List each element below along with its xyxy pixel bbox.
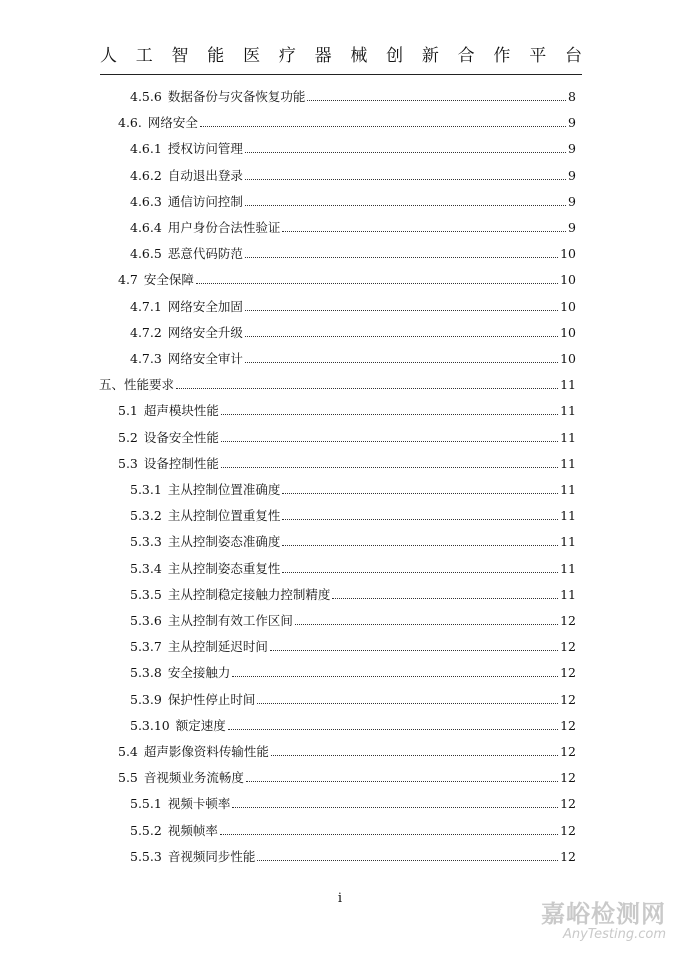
dot-leader <box>257 703 558 704</box>
toc-entry-number: 4.6.2 <box>130 167 162 183</box>
watermark-logo <box>541 900 666 942</box>
toc-entry[interactable] <box>130 292 576 314</box>
toc-entry[interactable] <box>130 527 576 549</box>
dot-leader <box>245 310 558 311</box>
header-char: 工 <box>135 46 153 66</box>
dot-leader <box>221 441 558 442</box>
toc-entry-title: 主从控制姿态重复性 <box>167 560 281 576</box>
toc-entry-page: 12 <box>560 848 576 864</box>
toc-entry[interactable] <box>118 396 576 418</box>
toc-entry-title: 视频帧率 <box>167 822 218 838</box>
header-rule <box>100 74 582 75</box>
dot-leader <box>221 414 558 415</box>
toc-entry-number: 5.5.1 <box>130 796 162 812</box>
toc-entry-number: 4.7.1 <box>130 298 162 314</box>
toc-entry-title: 自动退出登录 <box>167 167 243 183</box>
toc-entry-number: 4.5.6 <box>130 89 162 104</box>
dot-leader <box>307 100 566 101</box>
toc-entry-title: 网络安全 <box>147 115 198 131</box>
toc-entry[interactable] <box>130 606 576 628</box>
toc-entry[interactable] <box>130 842 576 864</box>
watermark-en: AnyTesting.com <box>562 927 666 942</box>
toc-entry-title: 视频卡顿率 <box>167 796 231 812</box>
toc-entry-page: 12 <box>560 691 576 707</box>
toc-entry-page: 10 <box>560 272 576 288</box>
toc-entry-number: 5.4 <box>118 744 138 759</box>
toc-entry-number: 5.3.9 <box>130 691 162 707</box>
toc-entry-title: 数据备份与灾备恢复功能 <box>167 89 306 104</box>
toc-entry-title: 设备控制性能 <box>143 455 219 471</box>
toc-entry-title: 恶意代码防范 <box>167 246 243 262</box>
toc-entry[interactable] <box>130 554 576 576</box>
watermark-cn: 嘉峪检测网 <box>541 900 666 928</box>
dot-leader <box>282 572 558 573</box>
toc-entry[interactable] <box>130 816 576 838</box>
toc-entry-title: 音视频同步性能 <box>167 848 256 864</box>
toc-entry-page: 9 <box>568 141 576 157</box>
toc-entry[interactable] <box>130 344 576 366</box>
toc-entry-page: 9 <box>568 115 576 131</box>
page-number: i <box>337 891 343 906</box>
toc-entry-number: 5.3.1 <box>130 482 162 497</box>
toc-entry-page: 9 <box>568 167 576 183</box>
toc-entry-title: 额定速度 <box>175 717 226 733</box>
toc-entry-page: 11 <box>560 586 576 602</box>
header-char: 合 <box>457 46 475 66</box>
toc-entry-page: 11 <box>560 482 576 497</box>
toc-entry-number: 5.3.7 <box>130 639 162 655</box>
dot-leader <box>245 179 566 180</box>
toc-entry-page: 9 <box>568 220 576 235</box>
toc-entry-number: 5.3.5 <box>130 586 162 602</box>
toc-entry[interactable] <box>118 737 576 759</box>
running-header <box>100 46 582 66</box>
dot-leader <box>196 283 558 284</box>
dot-leader <box>282 493 558 494</box>
header-char: 器 <box>314 46 332 66</box>
toc-entry-page: 11 <box>560 429 576 445</box>
header-char: 能 <box>207 46 225 66</box>
toc-entry-title: 主从控制延迟时间 <box>167 639 268 655</box>
toc-entry[interactable] <box>130 318 576 340</box>
toc-entry-number: 4.6.5 <box>130 246 162 262</box>
toc-entry[interactable] <box>118 265 576 287</box>
toc-entry-page: 11 <box>560 403 576 419</box>
toc-entry-title: 主从控制姿态准确度 <box>167 534 281 550</box>
toc-entry[interactable] <box>118 763 576 785</box>
toc-entry[interactable] <box>130 501 576 523</box>
toc-entry[interactable] <box>130 711 576 733</box>
toc-entry[interactable] <box>130 239 576 261</box>
toc-entry-number: 4.7.2 <box>130 324 162 340</box>
toc-entry[interactable] <box>130 161 576 183</box>
dot-leader <box>246 781 558 782</box>
toc-entry-page: 8 <box>568 89 576 104</box>
toc-entry-page: 12 <box>560 717 576 733</box>
toc-entry[interactable] <box>130 658 576 680</box>
toc-entry-number: 5.2 <box>118 429 138 445</box>
toc-entry-number: 5.5 <box>118 770 138 786</box>
toc-entry-page: 12 <box>560 639 576 655</box>
toc-entry[interactable] <box>130 134 576 156</box>
toc-entry-title: 用户身份合法性验证 <box>167 220 281 235</box>
toc-entry-title: 网络安全升级 <box>167 324 243 340</box>
toc-entry-page: 10 <box>560 351 576 366</box>
toc-entry[interactable] <box>130 580 576 602</box>
toc-entry[interactable] <box>99 370 576 392</box>
toc-entry-title: 超声模块性能 <box>143 403 219 419</box>
toc-entry-title: 网络安全审计 <box>167 351 243 366</box>
dot-leader <box>232 676 558 677</box>
header-char: 作 <box>493 46 511 66</box>
toc-entry[interactable] <box>130 213 576 235</box>
toc-entry-number: 4.7.3 <box>130 351 162 366</box>
toc-entry[interactable] <box>118 108 576 130</box>
dot-leader <box>295 624 558 625</box>
dot-leader <box>200 126 566 127</box>
toc-entry[interactable] <box>130 475 576 497</box>
toc-entry[interactable] <box>130 685 576 707</box>
toc-entry-title: 主从控制有效工作区间 <box>167 613 293 628</box>
toc-entry-title: 超声影像资料传输性能 <box>143 744 269 759</box>
dot-leader <box>245 336 558 337</box>
toc-entry-number: 5.3.10 <box>130 717 170 733</box>
toc-entry-page: 12 <box>560 822 576 838</box>
header-char: 新 <box>421 46 439 66</box>
dot-leader <box>220 834 558 835</box>
toc-entry[interactable] <box>130 632 576 654</box>
dot-leader <box>245 152 566 153</box>
toc-entry-number: 5.3 <box>118 455 138 471</box>
toc-entry-title: 网络安全加固 <box>167 298 243 314</box>
toc-entry-page: 10 <box>560 246 576 262</box>
toc-entry-title: 主从控制稳定接触力控制精度 <box>167 586 331 602</box>
dot-leader <box>282 545 558 546</box>
toc-entry-title: 主从控制位置重复性 <box>167 508 281 524</box>
dot-leader <box>221 467 558 468</box>
toc-entry-page: 12 <box>560 744 576 759</box>
header-char: 平 <box>529 46 547 66</box>
toc-entry-title: 安全接触力 <box>167 665 231 681</box>
toc-entry[interactable] <box>130 82 576 104</box>
toc-entry-title: 授权访问管理 <box>167 141 243 157</box>
toc-entry-number: 5.5.3 <box>130 848 162 864</box>
toc-entry-number: 5.3.8 <box>130 665 162 681</box>
toc-entry-number: 4.6.3 <box>130 193 162 209</box>
header-char: 智 <box>171 46 189 66</box>
toc-entry-number: 5.3.6 <box>130 613 162 628</box>
dot-leader <box>270 650 558 651</box>
toc-entry-page: 10 <box>560 298 576 314</box>
dot-leader <box>232 807 558 808</box>
dot-leader <box>176 388 558 389</box>
toc-entry-number: 5.5.2 <box>130 822 162 838</box>
header-char: 人 <box>100 46 117 66</box>
toc-entry-number: 5.3.4 <box>130 560 162 576</box>
toc-entry-title: 安全保障 <box>143 272 194 288</box>
toc-entry-page: 11 <box>560 508 576 524</box>
header-char: 械 <box>350 46 368 66</box>
toc-entry-title: 性能要求 <box>124 377 175 393</box>
toc-entry-number: 5.3.2 <box>130 508 162 524</box>
toc-entry-page: 11 <box>560 534 576 550</box>
toc-entry-number: 4.6.1 <box>130 141 162 157</box>
dot-leader <box>245 257 558 258</box>
toc-entry-page: 9 <box>568 193 576 209</box>
header-char: 医 <box>243 46 261 66</box>
toc-entry-page: 10 <box>560 324 576 340</box>
dot-leader <box>332 598 558 599</box>
toc-entry-title: 主从控制位置准确度 <box>167 482 281 497</box>
dot-leader <box>228 729 558 730</box>
dot-leader <box>282 519 558 520</box>
toc-entry-page: 12 <box>560 770 576 786</box>
toc-entry-page: 11 <box>560 377 576 393</box>
toc-entry-page: 11 <box>560 560 576 576</box>
toc-entry-page: 12 <box>560 665 576 681</box>
toc-entry-number: 5.1 <box>118 403 138 419</box>
toc-entry-title: 音视频业务流畅度 <box>143 770 244 786</box>
dot-leader <box>282 231 566 232</box>
toc-entry-page: 11 <box>560 455 576 471</box>
toc-entry-title: 设备安全性能 <box>143 429 219 445</box>
dot-leader <box>271 755 558 756</box>
toc-entry-title: 保护性停止时间 <box>167 691 256 707</box>
toc-entry-number: 4.7 <box>118 272 138 288</box>
toc-entry-number: 5.3.3 <box>130 534 162 550</box>
toc-entry-number: 五、 <box>99 377 125 393</box>
toc-entry[interactable] <box>130 789 576 811</box>
toc-entry-number: 4.6.4 <box>130 220 162 235</box>
header-char: 疗 <box>278 46 296 66</box>
dot-leader <box>257 860 558 861</box>
dot-leader <box>245 362 558 363</box>
dot-leader <box>245 205 566 206</box>
toc-entry[interactable] <box>130 187 576 209</box>
header-char: 创 <box>386 46 404 66</box>
toc-entry[interactable] <box>118 423 576 445</box>
header-char: 台 <box>564 46 582 66</box>
toc-entry-title: 通信访问控制 <box>167 193 243 209</box>
toc-entry-page: 12 <box>560 796 576 812</box>
toc-entry-number: 4.6. <box>118 115 142 131</box>
toc-entry-page: 12 <box>560 613 576 628</box>
toc-entry[interactable] <box>118 449 576 471</box>
